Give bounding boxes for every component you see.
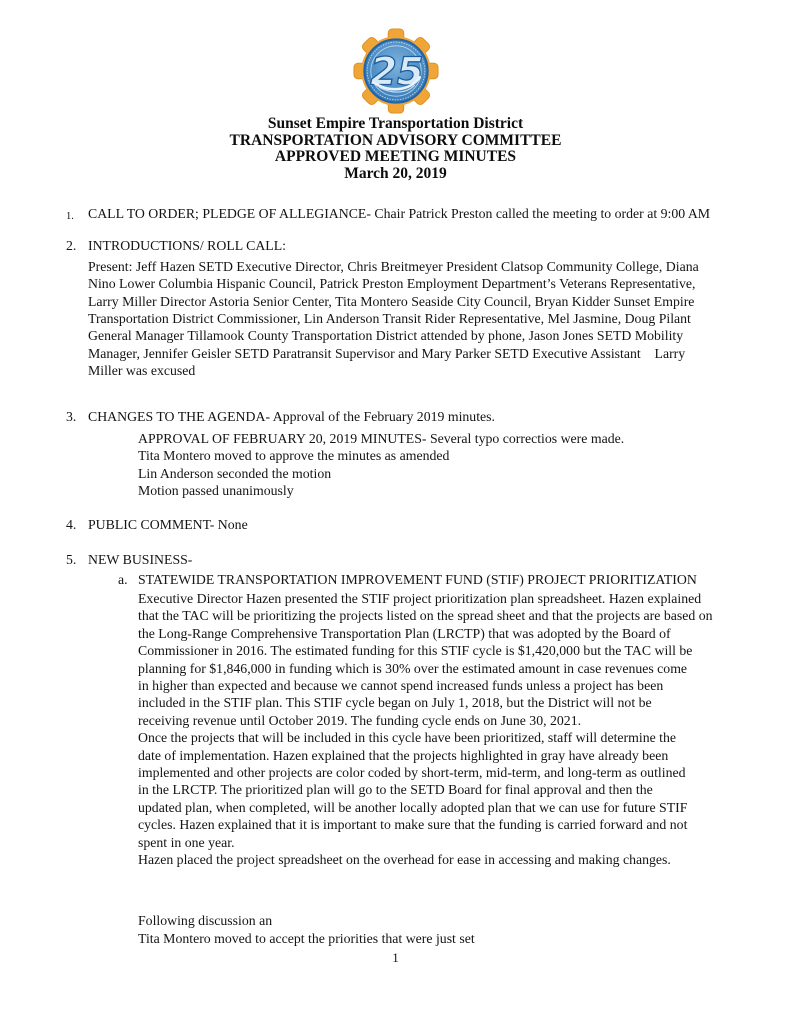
agenda-item-4 bbox=[66, 516, 791, 533]
item-title: INTRODUCTIONS/ ROLL CALL: bbox=[88, 238, 286, 254]
text-line: updated plan, when completed, will be another locally adopted plan that we can use for future STIF bbox=[138, 799, 688, 815]
agenda-item-5a bbox=[118, 571, 791, 588]
item-text: CALL TO ORDER; PLEDGE OF ALLEGIANCE- Chair Patrick Preston called the meeting to order at 9:00 AM bbox=[88, 206, 711, 221]
text-line: receiving revenue until October 2019. The funding cycle ends on June 30, 2021. bbox=[138, 712, 582, 728]
text-line: spent in one year. bbox=[138, 834, 235, 850]
item-title: NEW BUSINESS- bbox=[88, 552, 193, 568]
document-type: APPROVED MEETING MINUTES bbox=[274, 148, 517, 165]
org-name: Sunset Empire Transportation District bbox=[267, 115, 524, 132]
logo-25-text: 25 bbox=[369, 49, 424, 95]
text-line: Commissioner in 2016. The estimated funding for this STIF cycle is $1,420,000 but the TAC will be bbox=[138, 643, 693, 659]
text-line: Hazen placed the project spreadsheet on the overhead for ease in accessing and making changes. bbox=[138, 852, 671, 867]
text-line: planning for $1,846,000 in funding which is 30% over the estimated amount in case revenues come bbox=[138, 660, 688, 676]
agenda-item-5 bbox=[66, 551, 791, 568]
meeting-date: March 20, 2019 bbox=[344, 164, 447, 182]
text-line: Present: Jeff Hazen SETD Executive Director, Chris Breitmeyer President Clatsop Community College, Diana bbox=[88, 258, 699, 274]
stif-discussion-paragraph bbox=[138, 590, 791, 869]
text-line: Tita Montero moved to accept the priorities that were just set bbox=[138, 930, 475, 946]
text-line: in the LRCTP. The prioritized plan will go to the SETD Board for final approval and then the bbox=[138, 782, 653, 798]
item-number: 4. bbox=[66, 516, 77, 532]
item-title: CHANGES TO THE AGENDA- Approval of the February 2019 minutes. bbox=[88, 408, 495, 424]
text-line: Transportation District Commissioner, Lin Anderson Transit Rider Representative, Mel Jasmine, Doug Pilant bbox=[88, 311, 691, 327]
motion-closing-lines bbox=[138, 912, 791, 947]
text-line: Miller was excused bbox=[88, 363, 196, 379]
attendance-paragraph bbox=[88, 258, 791, 380]
text-line: cycles. Hazen explained that it is important to make sure that the funding is carried forward and not bbox=[138, 817, 688, 833]
setd-25th-anniversary-logo-icon bbox=[350, 28, 442, 114]
sub-item-title: STATEWIDE TRANSPORTATION IMPROVEMENT FUND (STIF) PROJECT PRIORITIZATION bbox=[138, 571, 697, 587]
text-line: Larry Miller Director Astoria Senior Center, Tita Montero Seaside City Council, Bryan Kidder Sunset Empire bbox=[88, 293, 695, 309]
agenda-item-1 bbox=[66, 205, 791, 222]
agenda-item-3 bbox=[66, 408, 791, 425]
page-number: 1 bbox=[392, 950, 399, 966]
text-line: APPROVAL OF FEBRUARY 20, 2019 MINUTES- Several typo correctios were made. bbox=[138, 431, 625, 447]
text-line: Nino Lower Columbia Hispanic Council, Patrick Preston Employment Department’s Veterans Representative, bbox=[88, 276, 696, 292]
committee-name: TRANSPORTATION ADVISORY COMMITTEE bbox=[229, 131, 562, 149]
text-line: Executive Director Hazen presented the STIF project prioritization plan spreadsheet. Hazen explained bbox=[138, 590, 702, 606]
text-line: General Manager Tillamook County Transportation District attended by phone, Jason Jones SETD Mobility bbox=[88, 328, 684, 344]
text-line: Motion passed unanimously bbox=[138, 483, 294, 499]
text-line: Tita Montero moved to approve the minutes as amended bbox=[138, 448, 450, 464]
item-number: 5. bbox=[66, 552, 77, 568]
document-header bbox=[0, 116, 791, 182]
text-line: included in the STIF plan. This STIF cycle began on July 1, 2018, but the District will not be bbox=[138, 695, 652, 711]
text-line: implemented and other projects are color coded by short-term, mid-term, and long-term as outlined bbox=[138, 764, 686, 780]
item-title: PUBLIC COMMENT- None bbox=[88, 516, 248, 532]
text-line: the Long-Range Comprehensive Transportation Plan (LRCTP) that was adopted by the Board of bbox=[138, 625, 671, 641]
minutes-approval-lines bbox=[138, 430, 791, 500]
logo bbox=[350, 28, 442, 114]
text-line: Manager, Jennifer Geisler SETD Paratransit Supervisor and Mary Parker SETD Executive Assistant Larry bbox=[88, 345, 686, 361]
sub-item-letter: a. bbox=[118, 571, 128, 587]
text-line: date of implementation. Hazen explained that the projects highlighted in gray have already been bbox=[138, 747, 669, 763]
item-number: 2. bbox=[66, 238, 77, 254]
text-line: that the TAC will be prioritizing the projects listed on the spread sheet and that the projects are based on bbox=[138, 608, 713, 624]
text-line: Once the projects that will be included in this cycle have been prioritized, staff will determine the bbox=[138, 730, 677, 746]
text-line: Following discussion an bbox=[138, 913, 273, 929]
item-number: 1. bbox=[66, 211, 74, 222]
text-line: Lin Anderson seconded the motion bbox=[138, 465, 332, 481]
agenda-item-2 bbox=[66, 237, 791, 379]
item-number: 3. bbox=[66, 408, 77, 424]
text-line: in higher than expected and because we cannot spend increased funds unless a project has been bbox=[138, 677, 664, 693]
